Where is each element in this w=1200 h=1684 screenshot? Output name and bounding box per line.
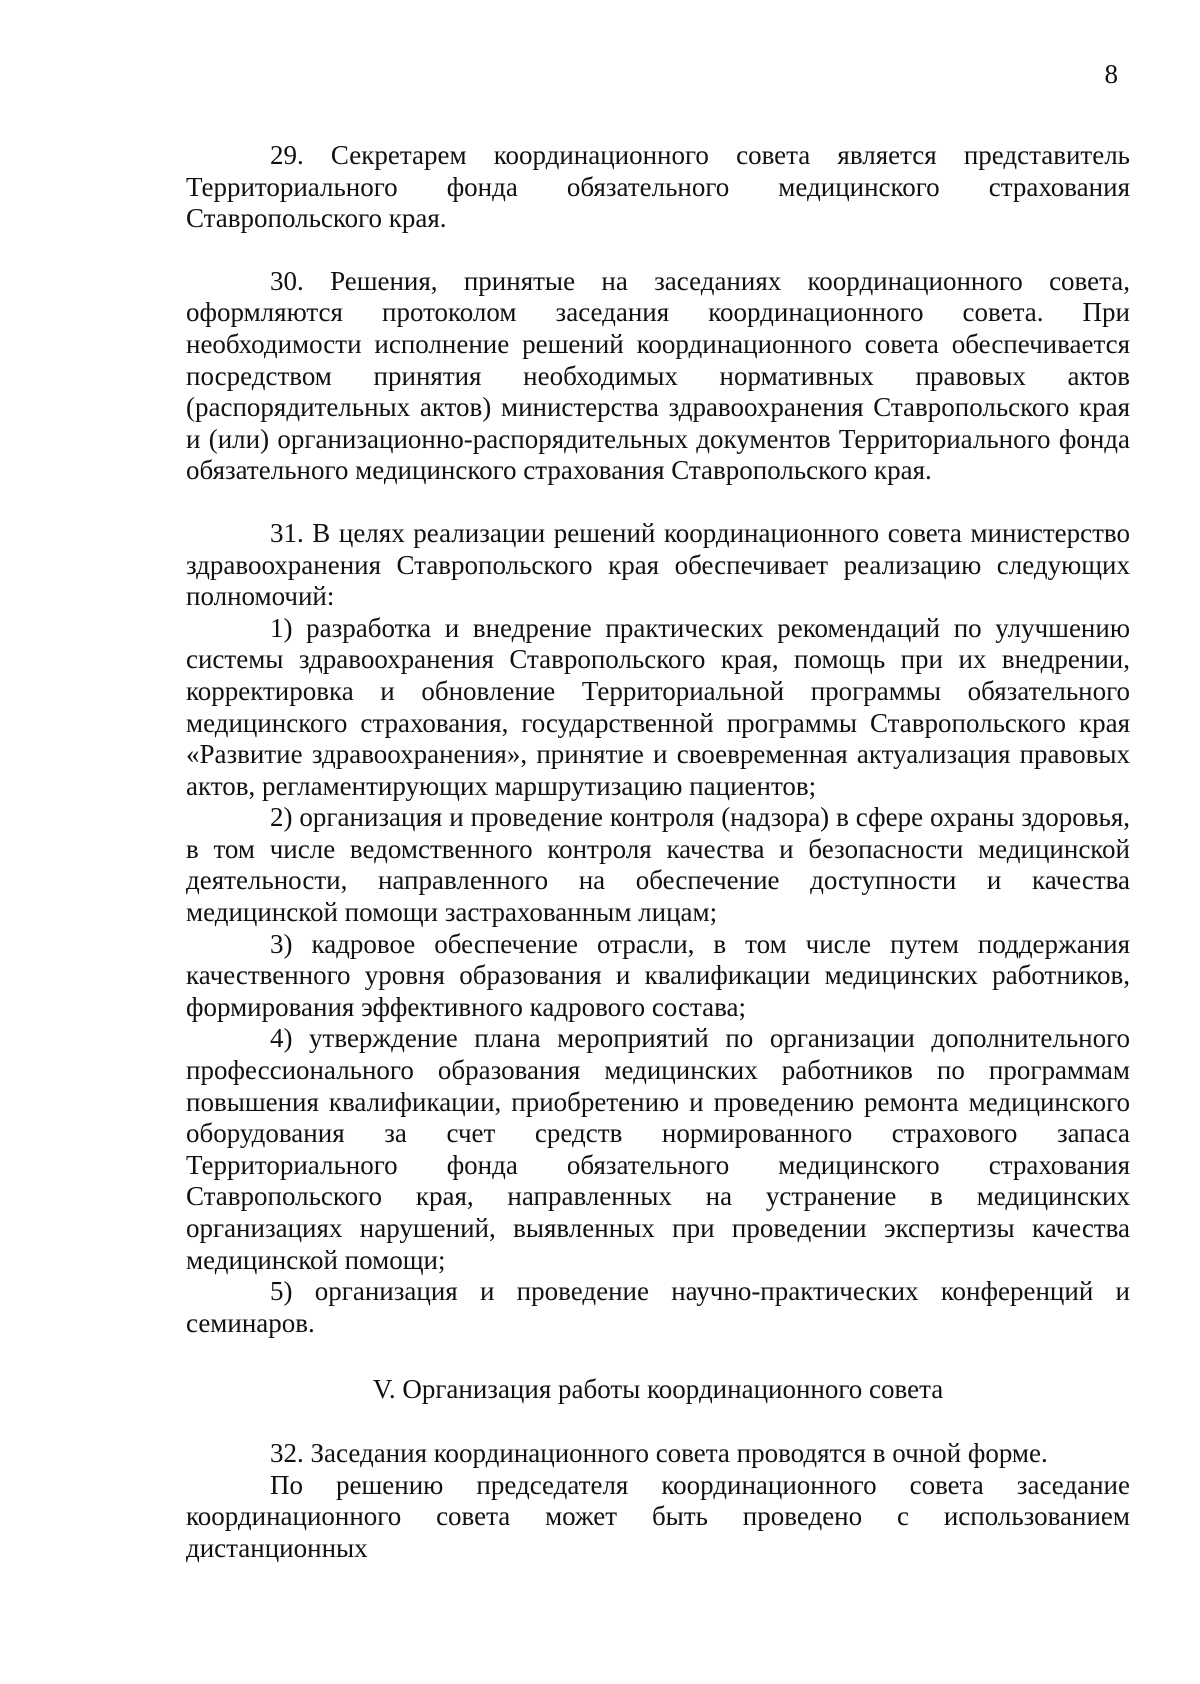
paragraph-31: 31. В целях реализации решений координационного совета министерство здравоохранения Ставропольского края обеспечивает реализацию следующих полномочий:: [186, 517, 1130, 612]
list-item-4: 4) утверждение плана мероприятий по организации дополнительного профессионального образования медицинских работников по программам повышения квалификации, приобретению и проведению ремонта медицинского оборудования за счет средств нормированного страхового запаса Территориального фонда обязательного медицинского страхования Ставропольского края, направленных на устранение в медицинских организациях нарушений, выявленных при проведении экспертизы качества медицинской помощи;: [186, 1023, 1130, 1275]
document-body: [186, 140, 1130, 1564]
list-item-3: 3) кадровое обеспечение отрасли, в том числе путем поддержания качественного уровня образования и квалификации медицинских работников, формирования эффективного кадрового состава;: [186, 928, 1130, 1022]
list-item-2: 2) организация и проведение контроля (надзора) в сфере охраны здоровья, в том числе ведомственного контроля качества и безопасности медицинской деятельности, направленного на обеспечение доступности и качества медицинской помощи застрахованным лицам;: [186, 802, 1130, 928]
paragraph-30: 30. Решения, принятые на заседаниях координационного совета, оформляются протоколом заседания координационного совета. При необходимости исполнение решений координационного совета обеспечивается посредством принятия необходимых нормативных правовых актов (распорядительных актов) министерства здравоохранения Ставропольского края и (или) организационно-распорядительных документов Территориального фонда обязательного медицинского страхования Ставропольского края.: [186, 265, 1130, 486]
list-item-5: 5) организация и проведение научно-практических конференций и семинаров.: [186, 1276, 1130, 1338]
paragraph-32: 32. Заседания координационного совета проводятся в очной форме.: [270, 1437, 1048, 1468]
paragraph-32-continuation: По решению председателя координационного совета заседание координационного совета может быть проведено с использованием дистанционных: [186, 1469, 1130, 1563]
paragraph-29: 29. Секретарем координационного совета является представитель Территориального фонда обязательного медицинского страхования Ставропольского края.: [186, 140, 1130, 234]
page-number: 8: [1104, 59, 1118, 89]
list-item-1: 1) разработка и внедрение практических рекомендаций по улучшению системы здравоохранения Ставропольского края, помощь при их внедрении, корректировка и обновление Территориальной программы обязательного медицинского страхования, государственной программы Ставропольского края «Развитие здравоохранения», принятие и своевременная актуализация правовых актов, регламентирующих маршрутизацию пациентов;: [186, 612, 1130, 801]
section-heading: V. Организация работы координационного совета: [372, 1374, 944, 1405]
